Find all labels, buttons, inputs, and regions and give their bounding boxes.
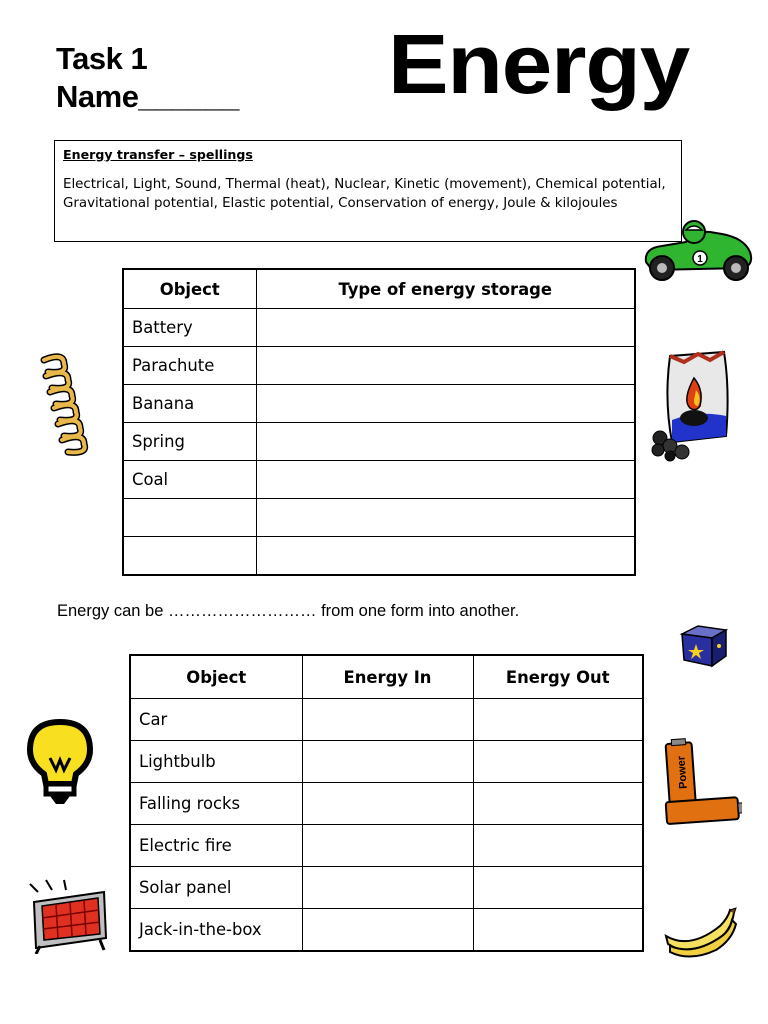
energy-out-cell[interactable] bbox=[473, 867, 643, 909]
object-cell: Battery bbox=[123, 309, 256, 347]
table-row bbox=[123, 423, 635, 461]
object-cell: Coal bbox=[123, 461, 256, 499]
energy-out-cell[interactable] bbox=[473, 909, 643, 952]
car-number: 1 bbox=[697, 254, 703, 265]
object-cell: Spring bbox=[123, 423, 256, 461]
spellings-heading: Energy transfer – spellings bbox=[63, 147, 253, 162]
energy-out-cell[interactable] bbox=[473, 699, 643, 741]
table-row bbox=[123, 537, 635, 576]
column-header: Type of energy storage bbox=[256, 269, 635, 309]
energy-in-cell[interactable] bbox=[302, 867, 473, 909]
table-row bbox=[130, 783, 643, 825]
race-car-icon bbox=[640, 212, 760, 284]
object-cell: Jack-in-the-box bbox=[130, 909, 302, 952]
answer-cell[interactable] bbox=[256, 385, 635, 423]
table-header-row bbox=[130, 655, 643, 699]
object-cell: Electric fire bbox=[130, 825, 302, 867]
energy-out-cell[interactable] bbox=[473, 825, 643, 867]
table-row bbox=[123, 499, 635, 537]
energy-out-cell[interactable] bbox=[473, 741, 643, 783]
table-row bbox=[130, 909, 643, 952]
object-cell: Falling rocks bbox=[130, 783, 302, 825]
energy-storage-table bbox=[122, 268, 636, 576]
lightbulb-icon bbox=[24, 718, 96, 808]
table-row bbox=[130, 867, 643, 909]
table-row bbox=[123, 385, 635, 423]
table-row bbox=[123, 347, 635, 385]
answer-cell[interactable] bbox=[256, 537, 635, 576]
energy-out-cell[interactable] bbox=[473, 783, 643, 825]
spellings-list: Electrical, Light, Sound, Thermal (heat), Nuclear, Kinetic (movement), Chemical potential, Gravitational potential, Elastic potential, Conservation of energy, Joule & kilojoules bbox=[63, 176, 666, 211]
answer-cell[interactable] bbox=[256, 347, 635, 385]
battery-label: Power bbox=[675, 755, 690, 790]
object-cell: Lightbulb bbox=[130, 741, 302, 783]
object-cell[interactable] bbox=[123, 499, 256, 537]
answer-cell[interactable] bbox=[256, 499, 635, 537]
table-header-row bbox=[123, 269, 635, 309]
object-cell[interactable] bbox=[123, 537, 256, 576]
table-row bbox=[130, 825, 643, 867]
energy-in-cell[interactable] bbox=[302, 909, 473, 952]
table-row bbox=[130, 741, 643, 783]
object-cell: Solar panel bbox=[130, 867, 302, 909]
table-row bbox=[123, 309, 635, 347]
spellings-box bbox=[54, 140, 682, 242]
energy-in-cell[interactable] bbox=[302, 741, 473, 783]
banana-icon bbox=[660, 906, 740, 960]
column-header: Object bbox=[123, 269, 256, 309]
name-line[interactable]: Name______ bbox=[56, 79, 239, 114]
object-cell: Parachute bbox=[123, 347, 256, 385]
energy-in-cell[interactable] bbox=[302, 783, 473, 825]
object-cell: Banana bbox=[123, 385, 256, 423]
fill-in-sentence: Energy can be ……………………… from one form into another. bbox=[57, 602, 520, 620]
column-header: Energy In bbox=[302, 655, 473, 699]
page-title: Energy bbox=[388, 17, 690, 111]
table-row bbox=[130, 699, 643, 741]
spring-icon bbox=[34, 350, 102, 462]
answer-cell[interactable] bbox=[256, 461, 635, 499]
column-header: Energy Out bbox=[473, 655, 643, 699]
answer-cell[interactable] bbox=[256, 423, 635, 461]
battery-icon bbox=[656, 738, 742, 828]
task-label: Task 1 bbox=[56, 41, 148, 76]
table-row bbox=[123, 461, 635, 499]
column-header: Object bbox=[130, 655, 302, 699]
energy-transfer-table bbox=[129, 654, 644, 952]
coal-bag-icon bbox=[650, 350, 734, 462]
jack-in-the-box-icon bbox=[678, 624, 730, 670]
energy-in-cell[interactable] bbox=[302, 825, 473, 867]
object-cell: Car bbox=[130, 699, 302, 741]
answer-cell[interactable] bbox=[256, 309, 635, 347]
task-heading bbox=[56, 40, 239, 116]
electric-fire-icon bbox=[20, 878, 110, 954]
energy-in-cell[interactable] bbox=[302, 699, 473, 741]
